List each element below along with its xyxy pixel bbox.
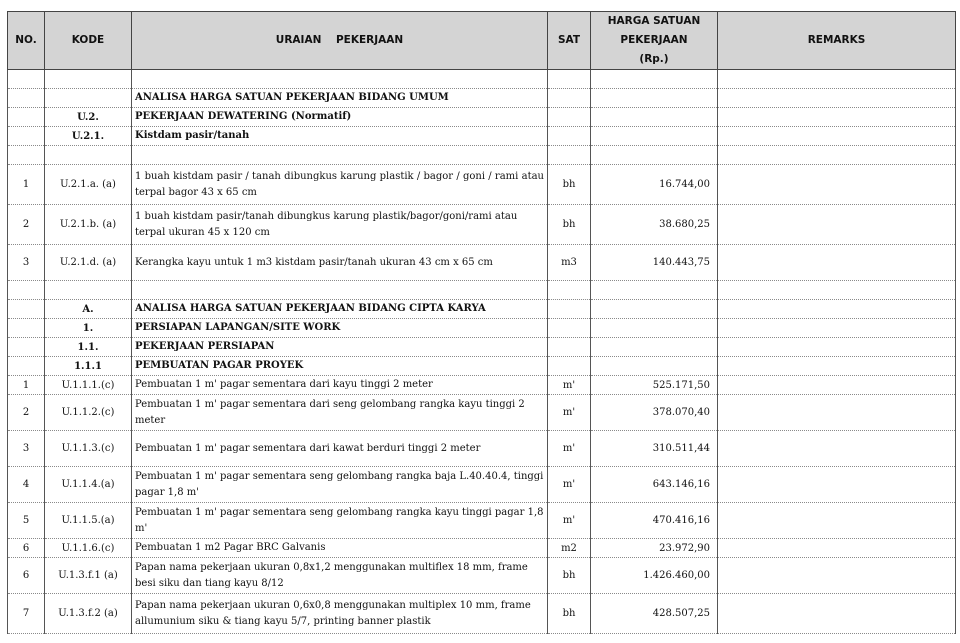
- cell-remarks: [718, 127, 956, 146]
- cell-sat: [548, 300, 591, 319]
- cell-sat: [548, 338, 591, 357]
- cell-remarks: [718, 594, 956, 634]
- header-sat: SAT: [548, 12, 591, 70]
- cell-sat: m': [548, 503, 591, 539]
- cell-no: [8, 319, 45, 338]
- cell-uraian: Kistdam pasir/tanah: [132, 127, 548, 146]
- cell-remarks: [718, 70, 956, 89]
- cell-remarks: [718, 539, 956, 558]
- cell-uraian: Papan nama pekerjaan ukuran 0,6x0,8 menggunakan multiplex 10 mm, frame allumunium siku & tiang kayu 5/7, printing banner plastik: [132, 594, 548, 634]
- price-analysis-table: [7, 11, 956, 634]
- cell-kode: U.1.1.3.(c): [45, 431, 132, 467]
- cell-no: [8, 146, 45, 165]
- table-row: [8, 108, 956, 127]
- cell-no: 3: [8, 245, 45, 281]
- header-remarks: REMARKS: [718, 12, 956, 70]
- cell-kode: U.1.1.2.(c): [45, 395, 132, 431]
- table-row: [8, 503, 956, 539]
- cell-remarks: [718, 165, 956, 205]
- cell-no: [8, 338, 45, 357]
- cell-no: [8, 127, 45, 146]
- cell-remarks: [718, 319, 956, 338]
- cell-uraian: 1 buah kistdam pasir / tanah dibungkus karung plastik / bagor / goni / rami atau terpal bagor 43 x 65 cm: [132, 165, 548, 205]
- cell-remarks: [718, 281, 956, 300]
- cell-kode: 1.1.: [45, 338, 132, 357]
- cell-kode: [45, 281, 132, 300]
- table-row: [8, 127, 956, 146]
- cell-harga: [591, 300, 718, 319]
- cell-harga: [591, 338, 718, 357]
- cell-sat: m': [548, 376, 591, 395]
- cell-uraian: PERSIAPAN LAPANGAN/SITE WORK: [132, 319, 548, 338]
- cell-kode: U.1.1.5.(a): [45, 503, 132, 539]
- cell-no: 1: [8, 376, 45, 395]
- table-row: [8, 300, 956, 319]
- cell-no: [8, 281, 45, 300]
- table-row: [8, 281, 956, 300]
- table-row: [8, 357, 956, 376]
- table-row: [8, 146, 956, 165]
- cell-sat: [548, 108, 591, 127]
- header-kode: KODE: [45, 12, 132, 70]
- cell-no: 6: [8, 558, 45, 594]
- cell-kode: U.2.1.: [45, 127, 132, 146]
- table-row: [8, 338, 956, 357]
- cell-kode: U.1.1.6.(c): [45, 539, 132, 558]
- cell-harga: [591, 357, 718, 376]
- cell-kode: 1.: [45, 319, 132, 338]
- cell-no: 3: [8, 431, 45, 467]
- cell-harga: 16.744,00: [591, 165, 718, 205]
- cell-remarks: [718, 245, 956, 281]
- cell-uraian: [132, 70, 548, 89]
- cell-sat: [548, 357, 591, 376]
- cell-uraian: PEMBUATAN PAGAR PROYEK: [132, 357, 548, 376]
- cell-uraian: PEKERJAAN DEWATERING (Normatif): [132, 108, 548, 127]
- cell-sat: bh: [548, 558, 591, 594]
- cell-uraian: [132, 281, 548, 300]
- header-uraian: URAIAN PEKERJAAN: [132, 12, 548, 70]
- cell-remarks: [718, 205, 956, 245]
- cell-harga: 1.426.460,00: [591, 558, 718, 594]
- cell-harga: [591, 281, 718, 300]
- cell-kode: A.: [45, 300, 132, 319]
- cell-uraian: Pembuatan 1 m' pagar sementara dari seng gelombang rangka kayu tinggi 2 meter: [132, 395, 548, 431]
- cell-no: 1: [8, 165, 45, 205]
- cell-no: 4: [8, 467, 45, 503]
- cell-no: 6: [8, 539, 45, 558]
- cell-harga: 140.443,75: [591, 245, 718, 281]
- cell-sat: [548, 281, 591, 300]
- cell-kode: U.1.3.f.2 (a): [45, 594, 132, 634]
- header-no: NO.: [8, 12, 45, 70]
- cell-uraian: Pembuatan 1 m' pagar sementara dari kawat berduri tinggi 2 meter: [132, 431, 548, 467]
- cell-sat: [548, 146, 591, 165]
- header-harga-line3: (Rp.): [639, 53, 669, 65]
- cell-no: 2: [8, 205, 45, 245]
- cell-remarks: [718, 146, 956, 165]
- table-row: [8, 467, 956, 503]
- cell-kode: [45, 89, 132, 108]
- cell-sat: m': [548, 467, 591, 503]
- cell-kode: U.2.: [45, 108, 132, 127]
- cell-remarks: [718, 108, 956, 127]
- header-harga-line1: HARGA SATUAN: [607, 15, 701, 27]
- cell-kode: U.1.3.f.1 (a): [45, 558, 132, 594]
- cell-harga: 525.171,50: [591, 376, 718, 395]
- cell-harga: [591, 70, 718, 89]
- table-row: [8, 70, 956, 89]
- table-row: [8, 395, 956, 431]
- cell-kode: U.1.1.1.(c): [45, 376, 132, 395]
- cell-kode: U.2.1.a. (a): [45, 165, 132, 205]
- cell-kode: 1.1.1: [45, 357, 132, 376]
- cell-harga: 643.146,16: [591, 467, 718, 503]
- cell-no: [8, 300, 45, 319]
- cell-no: 5: [8, 503, 45, 539]
- cell-remarks: [718, 300, 956, 319]
- cell-sat: bh: [548, 205, 591, 245]
- cell-harga: [591, 146, 718, 165]
- cell-harga: [591, 319, 718, 338]
- cell-sat: [548, 89, 591, 108]
- cell-kode: U.2.1.b. (a): [45, 205, 132, 245]
- cell-no: [8, 70, 45, 89]
- cell-sat: m': [548, 395, 591, 431]
- table-row: [8, 539, 956, 558]
- cell-harga: 378.070,40: [591, 395, 718, 431]
- cell-harga: 38.680,25: [591, 205, 718, 245]
- cell-sat: bh: [548, 165, 591, 205]
- table-row: [8, 165, 956, 205]
- cell-uraian: 1 buah kistdam pasir/tanah dibungkus karung plastik/bagor/goni/rami atau terpal ukuran 45 x 120 cm: [132, 205, 548, 245]
- cell-remarks: [718, 338, 956, 357]
- header-row: [8, 12, 956, 70]
- cell-uraian: Pembuatan 1 m' pagar sementara dari kayu tinggi 2 meter: [132, 376, 548, 395]
- table-row: [8, 376, 956, 395]
- cell-remarks: [718, 376, 956, 395]
- cell-remarks: [718, 395, 956, 431]
- cell-remarks: [718, 467, 956, 503]
- cell-sat: m': [548, 431, 591, 467]
- cell-kode: [45, 146, 132, 165]
- cell-sat: [548, 319, 591, 338]
- cell-kode: U.2.1.d. (a): [45, 245, 132, 281]
- table-row: [8, 558, 956, 594]
- cell-sat: m2: [548, 539, 591, 558]
- table-row: [8, 89, 956, 108]
- cell-remarks: [718, 558, 956, 594]
- cell-no: [8, 89, 45, 108]
- table-row: [8, 245, 956, 281]
- cell-sat: [548, 70, 591, 89]
- cell-uraian: Kerangka kayu untuk 1 m3 kistdam pasir/tanah ukuran 43 cm x 65 cm: [132, 245, 548, 281]
- cell-remarks: [718, 89, 956, 108]
- cell-harga: 470.416,16: [591, 503, 718, 539]
- table-row: [8, 319, 956, 338]
- cell-kode: [45, 70, 132, 89]
- cell-kode: U.1.1.4.(a): [45, 467, 132, 503]
- cell-uraian: ANALISA HARGA SATUAN PEKERJAAN BIDANG CIPTA KARYA: [132, 300, 548, 319]
- cell-harga: [591, 127, 718, 146]
- cell-remarks: [718, 503, 956, 539]
- cell-uraian: Papan nama pekerjaan ukuran 0,8x1,2 menggunakan multiflex 18 mm, frame besi siku dan tiang kayu 8/12: [132, 558, 548, 594]
- cell-uraian: Pembuatan 1 m' pagar sementara seng gelombang rangka baja L.40.40.4, tinggi pagar 1,8 m': [132, 467, 548, 503]
- cell-harga: 23.972,90: [591, 539, 718, 558]
- cell-uraian: Pembuatan 1 m2 Pagar BRC Galvanis: [132, 539, 548, 558]
- cell-uraian: ANALISA HARGA SATUAN PEKERJAAN BIDANG UMUM: [132, 89, 548, 108]
- header-harga: [591, 12, 718, 70]
- cell-harga: 310.511,44: [591, 431, 718, 467]
- cell-no: [8, 357, 45, 376]
- cell-no: 2: [8, 395, 45, 431]
- cell-no: 7: [8, 594, 45, 634]
- cell-sat: bh: [548, 594, 591, 634]
- cell-no: [8, 108, 45, 127]
- cell-harga: [591, 108, 718, 127]
- cell-harga: 428.507,25: [591, 594, 718, 634]
- cell-remarks: [718, 357, 956, 376]
- cell-uraian: Pembuatan 1 m' pagar sementara seng gelombang rangka kayu tinggi pagar 1,8 m': [132, 503, 548, 539]
- cell-uraian: PEKERJAAN PERSIAPAN: [132, 338, 548, 357]
- table-row: [8, 205, 956, 245]
- cell-sat: m3: [548, 245, 591, 281]
- header-harga-line2: PEKERJAAN: [620, 34, 688, 46]
- cell-sat: [548, 127, 591, 146]
- cell-harga: [591, 89, 718, 108]
- cell-uraian: [132, 146, 548, 165]
- cell-remarks: [718, 431, 956, 467]
- table-row: [8, 594, 956, 634]
- table-row: [8, 431, 956, 467]
